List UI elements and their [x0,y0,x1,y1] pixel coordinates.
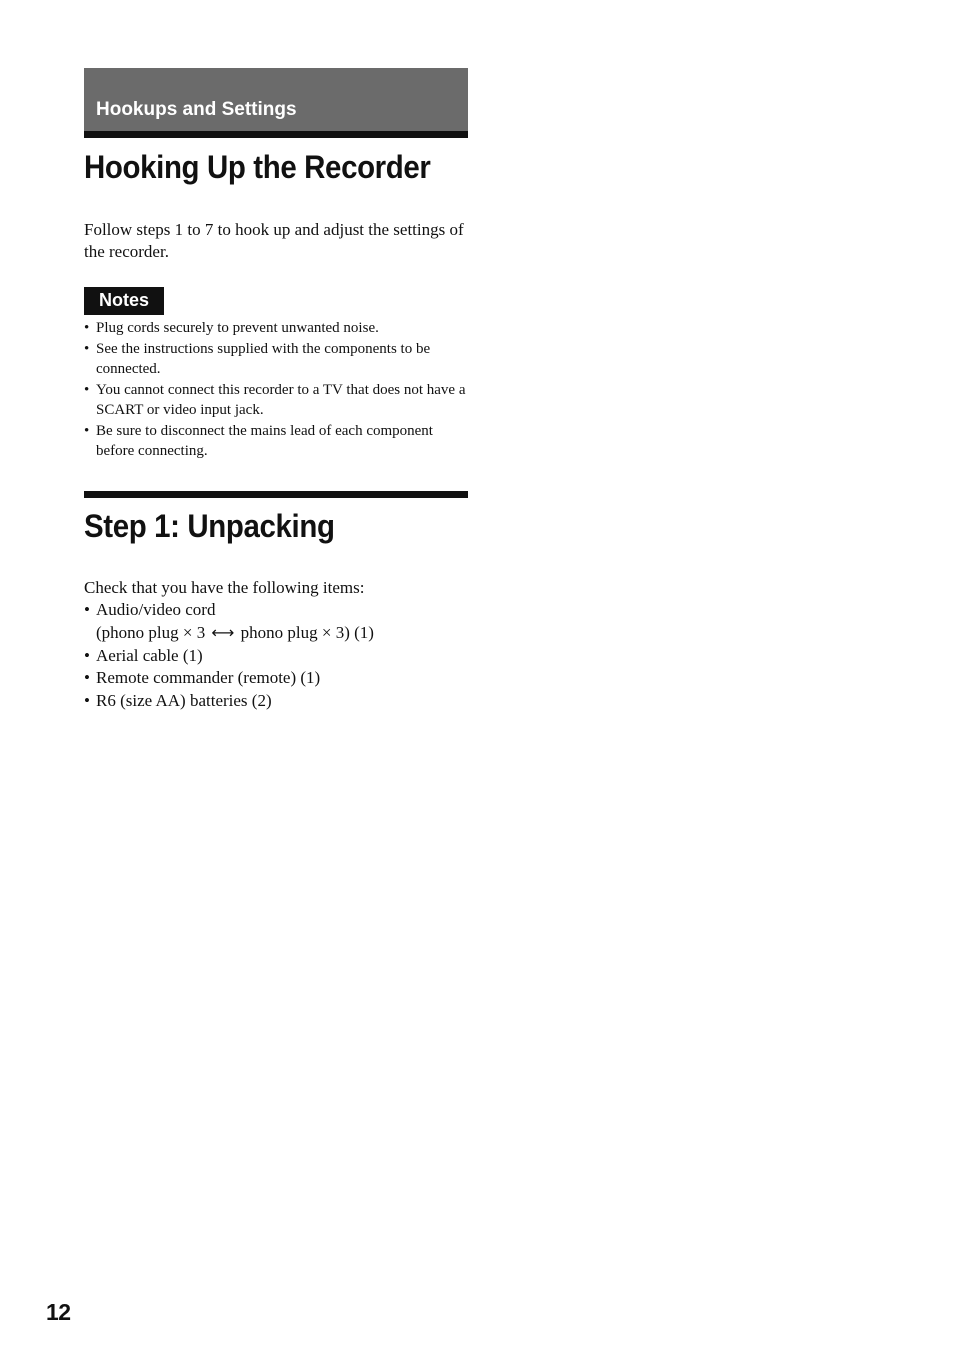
note-text: Be sure to disconnect the mains lead of each component before connecting. [96,422,433,459]
item-remote: Remote commander (remote) (1) [96,668,321,688]
step1-heading: Step 1: Unpacking [84,507,335,544]
list-item [84,667,468,690]
bullet: • [84,668,90,688]
list-item [84,690,468,713]
bullet: • [84,691,90,711]
item-av-cord-right: phono plug × 3) (1) [240,622,374,642]
bullet: • [84,645,90,665]
note-item [84,339,468,380]
note-text: You cannot connect this recorder to a TV that does not have a SCART or video input jack. [96,381,466,418]
page-title: Hooking Up the Recorder [84,149,431,185]
section-divider [84,491,468,498]
bullet: • [84,381,90,398]
item-aerial: Aerial cable (1) [96,645,203,665]
section-banner-title: Hookups and Settings [96,99,297,120]
bullet: • [84,600,90,620]
list-item [84,645,468,668]
note-item [84,380,468,421]
note-item [84,318,468,339]
note-text: Plug cords securely to prevent unwanted noise. [96,320,379,336]
notes-list [84,318,468,462]
intro-paragraph: Follow steps 1 to 7 to hook up and adjust the settings of the recorder. [84,220,464,261]
bullet: • [84,422,90,439]
note-item [84,421,468,462]
item-av-cord-left: (phono plug × 3 [96,622,206,642]
list-item [84,599,468,644]
check-paragraph: Check that you have the following items: [84,577,365,597]
item-batteries: R6 (size AA) batteries (2) [96,691,272,711]
double-arrow-icon: ⟷ [211,622,235,642]
notes-label: Notes [84,287,164,315]
supplied-items-list [84,599,468,713]
section-banner [84,68,468,138]
note-text: See the instructions supplied with the components to be connected. [96,340,431,377]
page-number: 12 [46,1299,71,1325]
bullet: • [84,340,90,357]
item-av-cord: Audio/video cord [96,600,216,620]
bullet: • [84,320,90,336]
page-column [84,68,468,713]
